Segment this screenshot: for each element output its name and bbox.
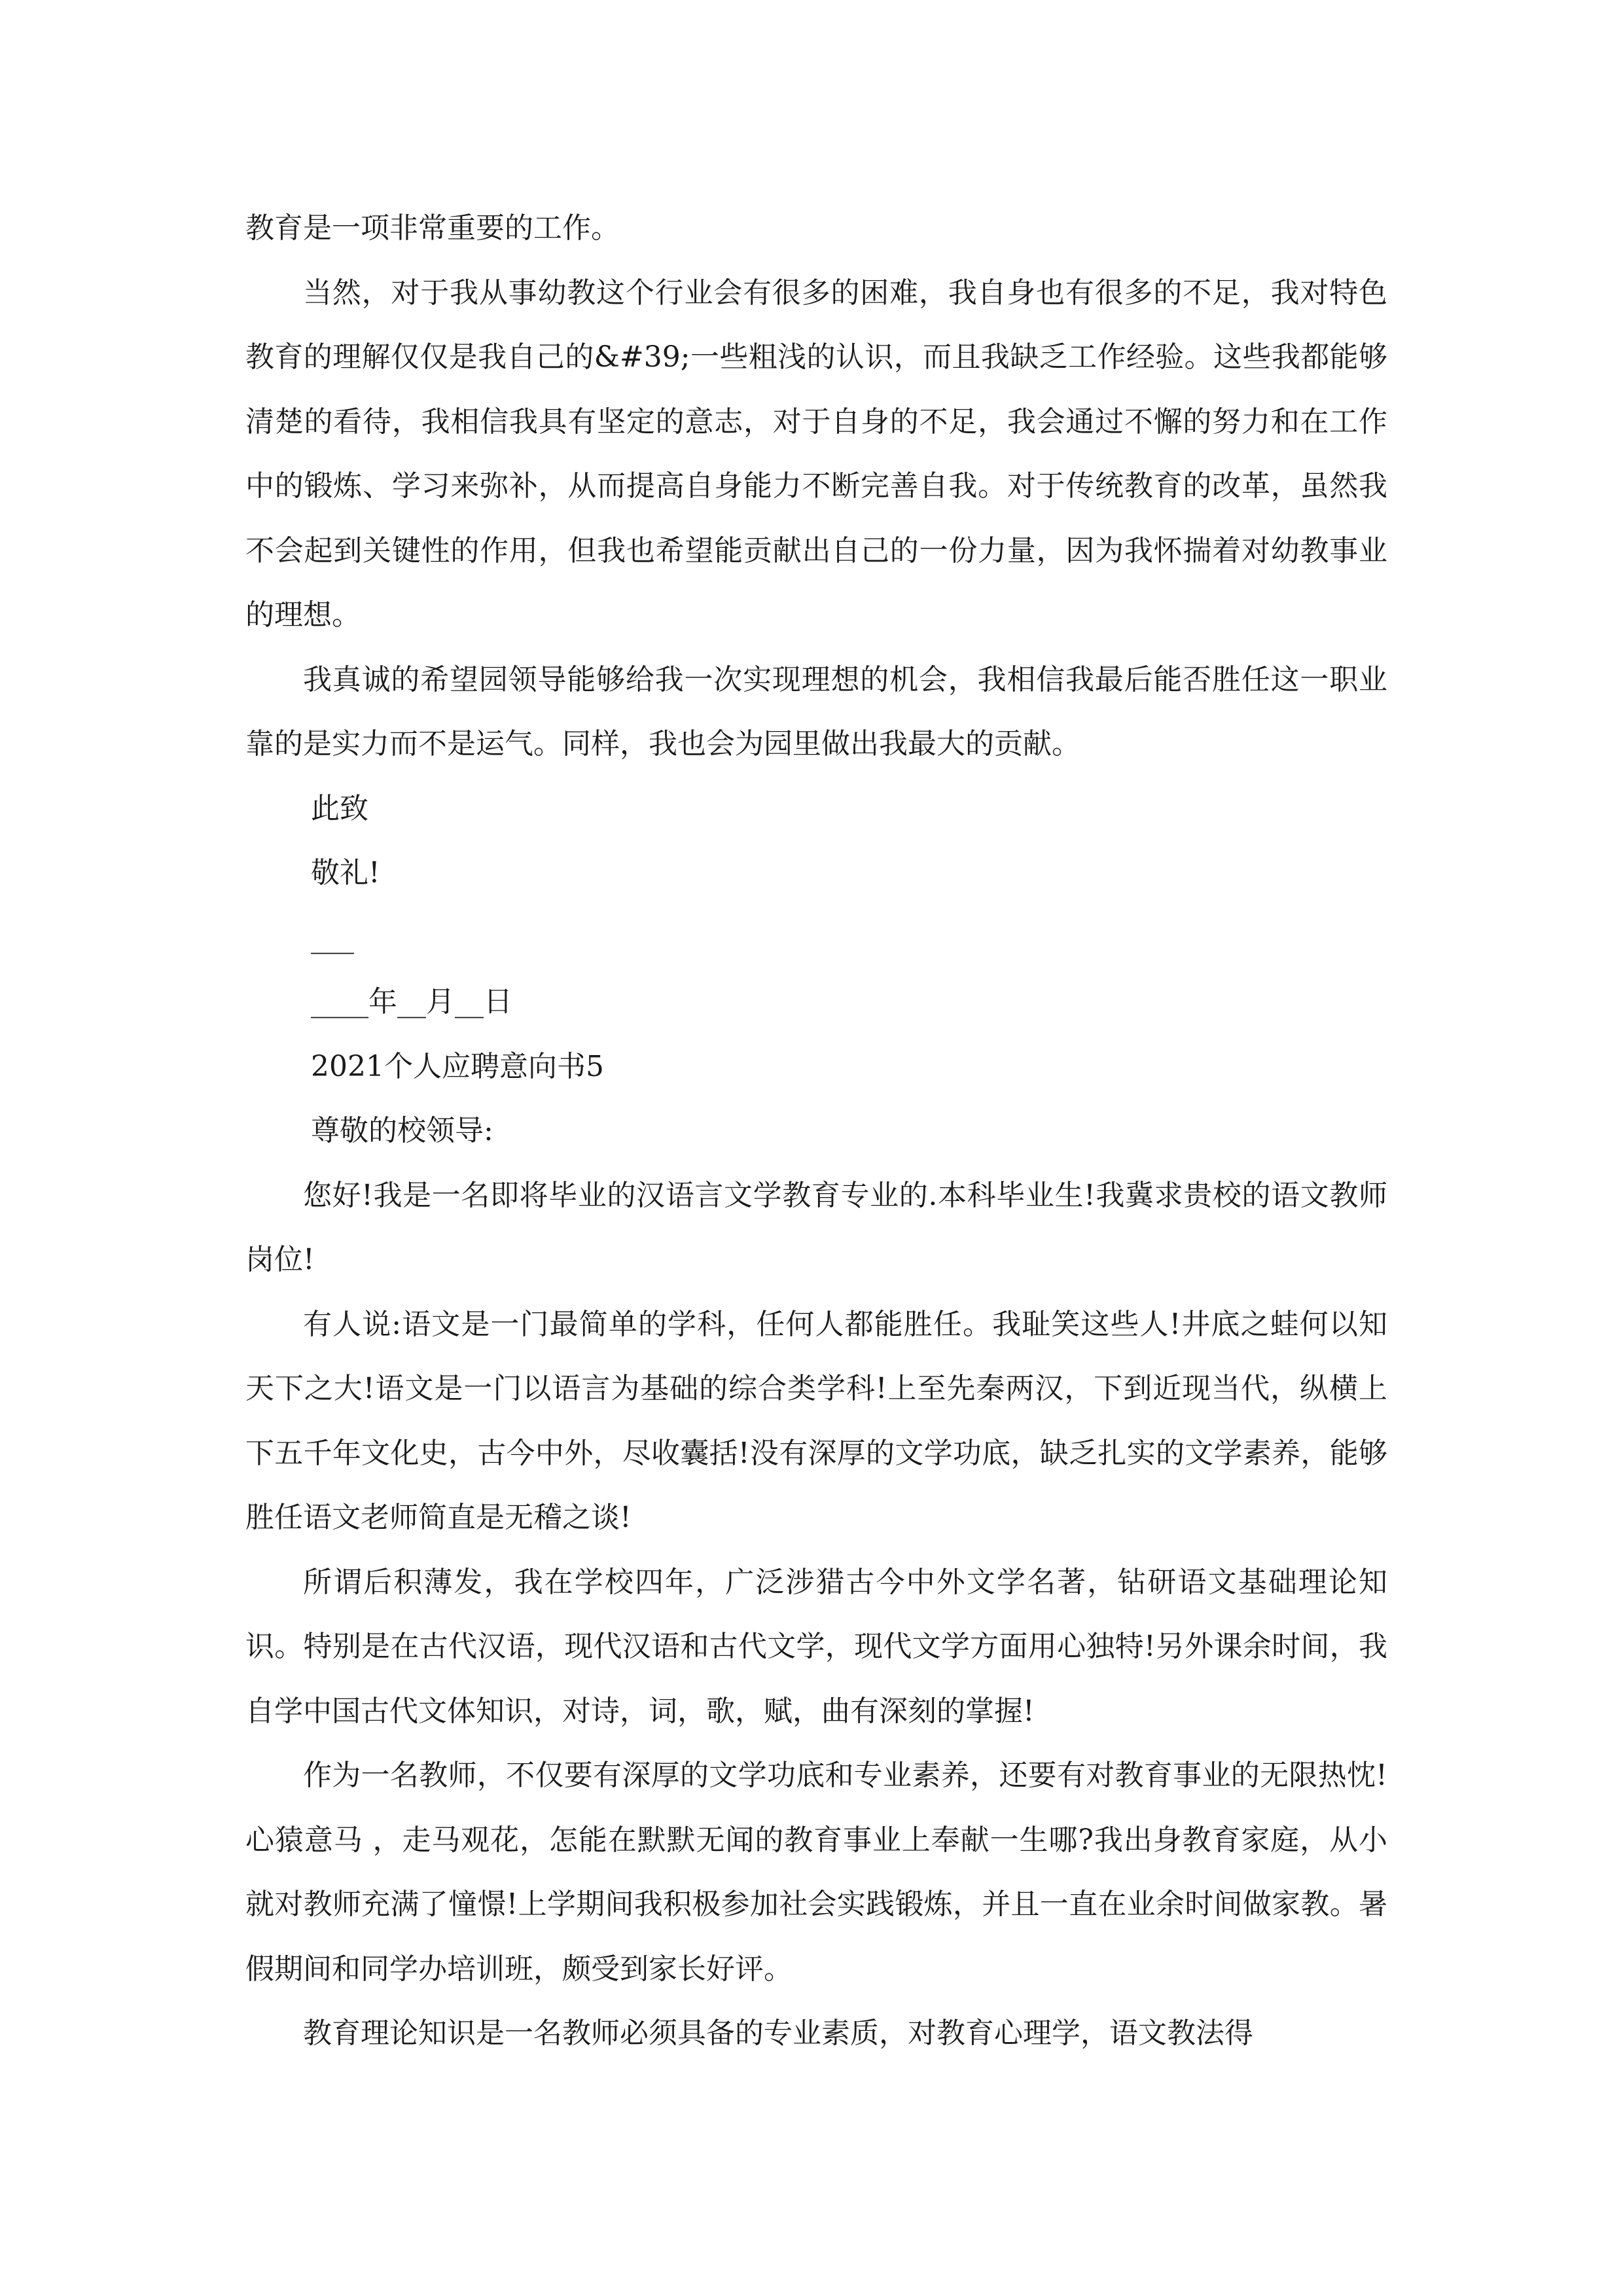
paragraph-study: 所谓后积薄发，我在学校四年，广泛涉猎古今中外文学名著，钻研语文基础理论知识。特别是在古代汉语，现代汉语和古代文学，现代文学方面用心独特!另外课余时间，我自学中国古代文体知识，对诗，词，歌，赋，曲有深刻的掌握! [245,1565,1387,1728]
signature-line: ___ [311,920,354,954]
paragraph-theory: 教育理论知识是一名教师必须具备的专业素质，对教育心理学，语文教法得 [303,2017,1253,2050]
paragraph-continuation: 教育是一项非常重要的工作。 [245,211,620,245]
paragraph-hope: 我真诚的希望园领导能够给我一次实现理想的机会，我相信我最后能否胜任这一职业靠的是实力而不是运气。同样，我也会为园里做出我最大的贡献。 [245,662,1387,761]
paragraph-greeting: 您好!我是一名即将毕业的汉语言文学教育专业的.本科毕业生!我冀求贵校的语文教师岗位! [245,1178,1387,1276]
closing-jing-li: 敬礼! [311,856,380,889]
paragraph-teacher: 作为一名教师，不仅要有深厚的文学功底和专业素养，还要有对教育事业的无限热忱!心猿意马 ，走马观花，怎能在默默无闻的教育事业上奉献一生哪?我出身教育家庭，从小就对教师充满了憧憬!上学期间我积极参加社会实践锻炼，并且一直在业余时间做家教。暑假期间和同学办培训班，颇受到家长好评。 [245,1759,1387,1986]
salutation: 尊敬的校领导: [311,1114,493,1147]
closing-ci-zhi: 此致 [311,791,368,825]
date-line: ____年__月__日 [311,985,512,1018]
paragraph-difficulties: 当然，对于我从事幼教这个行业会有很多的困难，我自身也有很多的不足，我对特色教育的理解仅仅是我自己的&#39;一些粗浅的认识，而且我缺乏工作经验。这些我都能够清楚的看待，我相信我具有坚定的意志，对于自身的不足，我会通过不懈的努力和在工作中的锻炼、学习来弥补，从而提高自身能力不断完善自我。对于传统教育的改革，虽然我不会起到关键性的作用，但我也希望能贡献出自己的一份力量，因为我怀揣着对幼教事业的理想。 [245,276,1387,632]
letter-text [245,196,1387,2066]
section-title: 2021个人应聘意向书5 [311,1049,604,1083]
paragraph-chinese-subject: 有人说:语文是一门最简单的学科，任何人都能胜任。我耻笑这些人!井底之蛙何以知天下之大!语文是一门以语言为基础的综合类学科!上至先秦两汉，下到近现当代，纵横上下五千年文化史，古今中外，尽收囊括!没有深厚的文学功底，缺乏扎实的文学素养，能够胜任语文老师简直是无稽之谈! [245,1307,1387,1534]
